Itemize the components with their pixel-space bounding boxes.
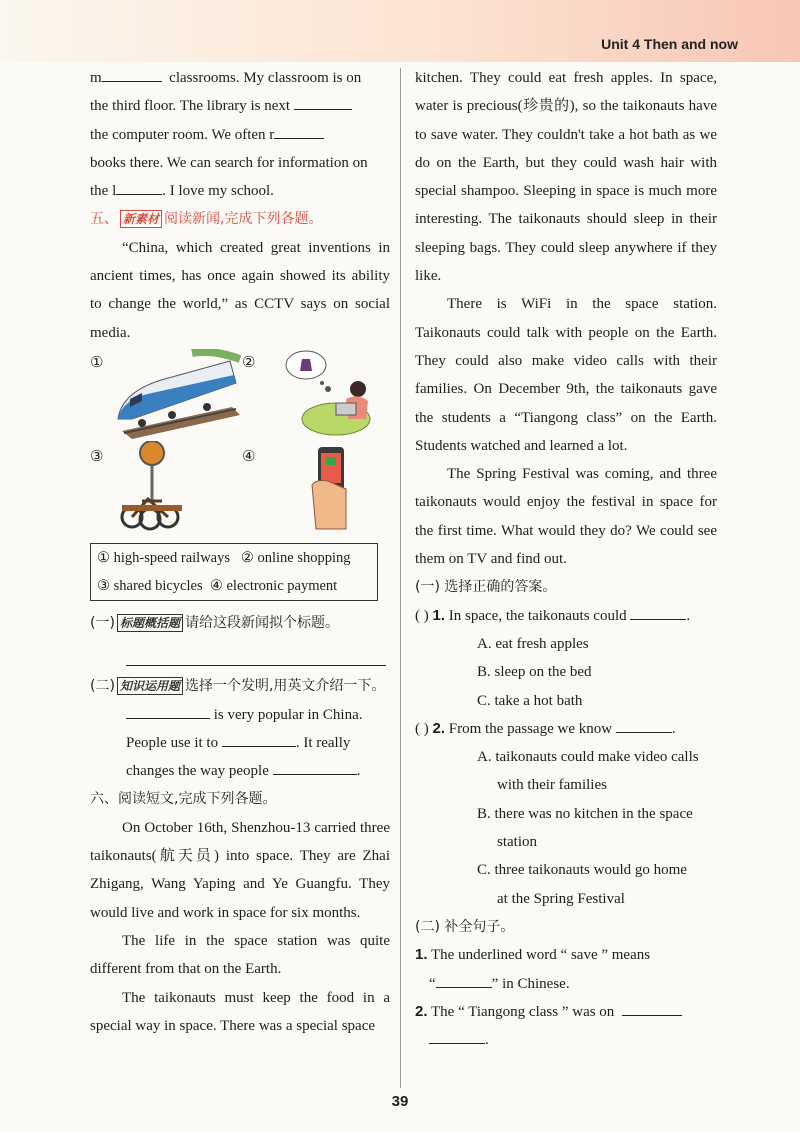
mc2-option-b-cont: station bbox=[497, 834, 537, 851]
mc2-option-c-cont: at the Spring Festival bbox=[497, 890, 625, 907]
section-5-heading: 五、 新素材 阅读新闻,完成下列各题。 bbox=[90, 211, 323, 228]
passage-p3: The taikonauts must keep the food in a special way in space. There was a special space bbox=[90, 989, 390, 1034]
blank[interactable] bbox=[436, 970, 492, 988]
train-image bbox=[112, 349, 242, 439]
invention-legend bbox=[90, 543, 378, 601]
legend-row-1: ① high-speed railways ② online shopping bbox=[97, 549, 351, 566]
part-1-heading: (一) 选择正确的答案。 bbox=[415, 579, 557, 596]
blank[interactable] bbox=[294, 92, 352, 110]
question-2-heading: (二) 知识运用题 选择一个发明,用英文介绍一下。 bbox=[90, 678, 386, 695]
header-band bbox=[0, 0, 800, 62]
intro-line-5: the l . I love my school. bbox=[90, 177, 390, 205]
news-text: “China, which created great inventions in ancient times, has once again showed its ability to change the world,” as CCTV says on social media. bbox=[90, 239, 390, 341]
part-2-heading: (二) 补全句子。 bbox=[415, 918, 515, 935]
blank[interactable] bbox=[616, 715, 672, 733]
passage-p2: The life in the space station was quite different from that on the Earth. bbox=[90, 932, 390, 978]
answer-paren[interactable]: ( ) bbox=[415, 607, 429, 624]
blank[interactable] bbox=[126, 701, 210, 719]
mc2-option-b[interactable]: B. there was no kitchen in the space bbox=[477, 805, 693, 822]
blank[interactable] bbox=[429, 1026, 485, 1044]
legend-row-2: ③ shared bicycles ④ electronic payment bbox=[97, 577, 338, 594]
electronic-payment-image bbox=[266, 441, 396, 531]
blank[interactable] bbox=[630, 602, 686, 620]
passage-cont: kitchen. They could eat fresh apples. In space, water is precious(珍贵的), so the taikonauts have to save water. They couldn't take a hot bath as we do on the Earth, but they could wash hair with special shampoo. Sleeping in space is much more interesting. The taikonauts should sleep in their sleeping bags. They could sleep anywhere if they like. bbox=[415, 70, 717, 285]
fill-question-1-line2: “ ” in Chinese. bbox=[429, 970, 717, 998]
intro-line-3: the computer room. We often r bbox=[90, 121, 390, 149]
blank[interactable] bbox=[116, 177, 162, 195]
intro-line-2: the third floor. The library is next bbox=[90, 92, 390, 120]
right-column bbox=[415, 64, 717, 1054]
fill-question-1: 1. The underlined word “ save ” means bbox=[415, 946, 651, 964]
blank[interactable] bbox=[274, 121, 324, 139]
blank[interactable] bbox=[102, 64, 162, 82]
column-divider bbox=[400, 68, 401, 1088]
pic-num-3: ③ bbox=[90, 448, 104, 465]
online-shopping-image bbox=[266, 347, 396, 437]
mc2-option-a[interactable]: A. taikonauts could make video calls bbox=[477, 749, 699, 766]
passage-p4: There is WiFi in the space station. Taikonauts could talk with people on the Earth. They could also make video calls with their families. On December 9th, the taikonauts gave the students a “Tiangong class” on the Earth. Students watched and learned a lot. bbox=[415, 296, 717, 454]
mc-question-1: ( ) 1. In space, the taikonauts could . bbox=[415, 602, 717, 630]
intro-line-4: books there. We can search for information on bbox=[90, 154, 368, 171]
mc2-option-c[interactable]: C. three taikonauts would go home bbox=[477, 862, 687, 879]
intro-line-1: m classrooms. My classroom is on bbox=[90, 64, 390, 92]
page-number: 39 bbox=[391, 1093, 409, 1110]
invention-line-3: changes the way people . bbox=[126, 757, 390, 785]
fill-question-2-line2: . bbox=[429, 1026, 717, 1054]
left-column bbox=[90, 64, 390, 1040]
pic-num-2: ② bbox=[242, 354, 256, 371]
shared-bicycles-image bbox=[112, 441, 242, 531]
answer-paren[interactable]: ( ) bbox=[415, 720, 429, 737]
blank[interactable] bbox=[273, 757, 357, 775]
mc1-option-c[interactable]: C. take a hot bath bbox=[477, 692, 583, 709]
question-1-heading: (一) 标题概括题 请给这段新闻拟个标题。 bbox=[90, 614, 339, 631]
title-answer-line[interactable] bbox=[126, 643, 386, 666]
unit-title: Unit 4 Then and now bbox=[601, 36, 738, 52]
pic-num-1: ① bbox=[90, 354, 104, 371]
blank[interactable] bbox=[622, 998, 682, 1016]
mc-question-2: ( ) 2. From the passage we know . bbox=[415, 715, 717, 743]
mc1-option-a[interactable]: A. eat fresh apples bbox=[477, 635, 589, 652]
passage-p1: On October 16th, Shenzhou-13 carried three taikonauts(航天员) into space. They are Zhai Zhigang, Wang Yaping and Ye Guangfu. They would live and work in space for six months. bbox=[90, 819, 390, 921]
invention-pictures bbox=[90, 347, 390, 537]
invention-line-2: People use it to . It really bbox=[126, 729, 390, 757]
mc1-option-b[interactable]: B. sleep on the bed bbox=[477, 664, 592, 681]
mc2-option-a-cont: with their families bbox=[497, 777, 607, 794]
new-material-tag: 新素材 bbox=[120, 210, 162, 228]
pic-num-4: ④ bbox=[242, 448, 256, 465]
section-6-heading: 六、阅读短文,完成下列各题。 bbox=[90, 791, 277, 808]
blank[interactable] bbox=[222, 729, 296, 747]
fill-question-2: 2. The “ Tiangong class ” was on bbox=[415, 998, 717, 1026]
passage-p5: The Spring Festival was coming, and three taikonauts would enjoy the festival in space for the first time. What would they do? We could see them on TV and find out. bbox=[415, 466, 717, 568]
invention-line-1: is very popular in China. bbox=[126, 701, 390, 729]
